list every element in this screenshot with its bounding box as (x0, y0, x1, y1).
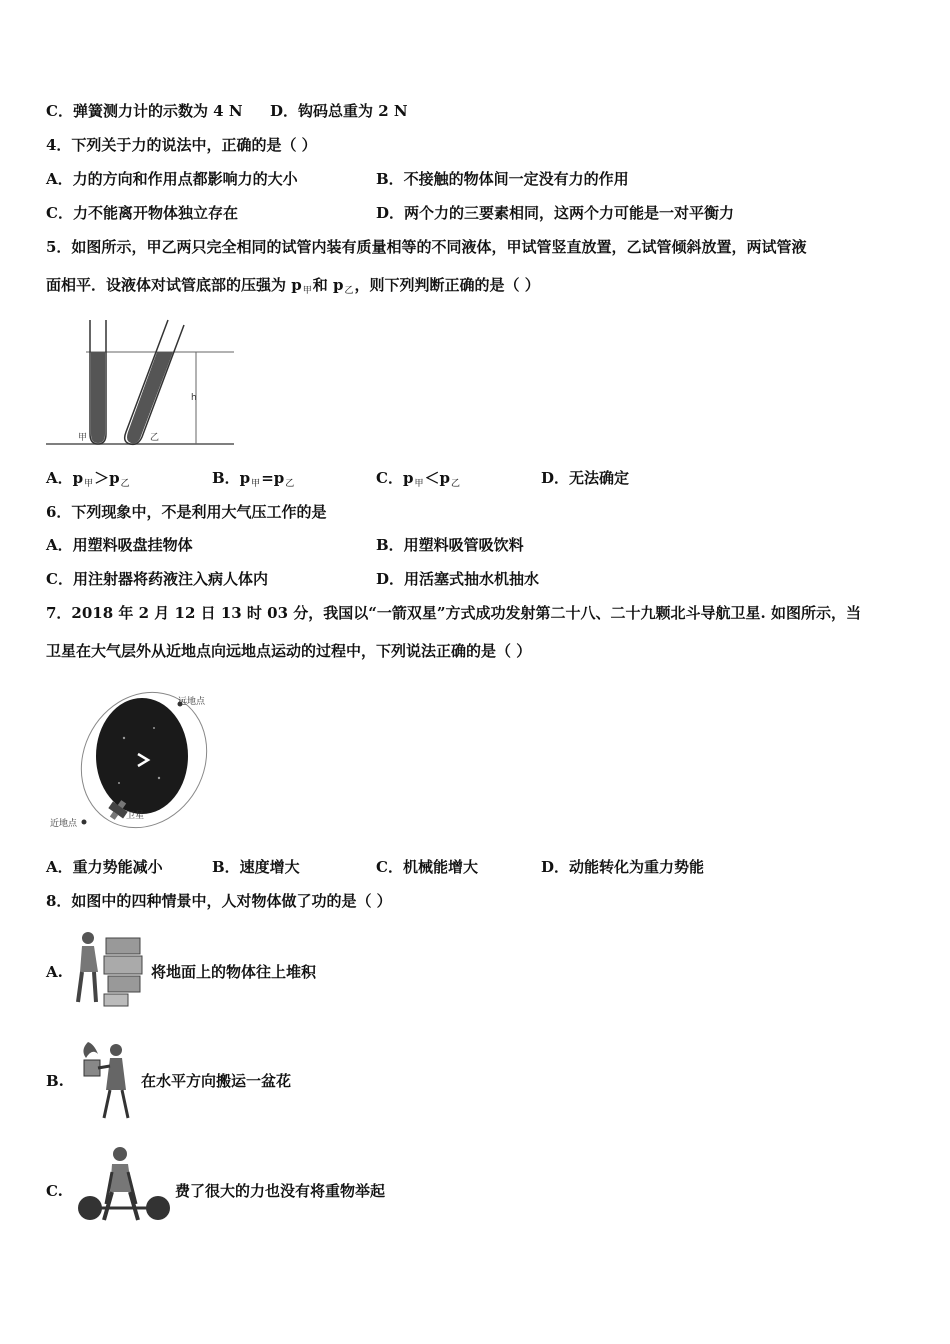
q7-option-b: B．速度增大 (212, 858, 300, 876)
q5-stem-line1: 5．如图所示，甲乙两只完全相同的试管内装有质量相等的不同液体，甲试管竖直放置，乙试管倾斜放置，两试管液 (46, 238, 807, 256)
q5-a-sub1: 甲 (84, 479, 94, 489)
q3-option-c: C．弹簧测力计的示数为 4 N (46, 102, 243, 120)
q5-c-pre: C．p (376, 469, 414, 487)
q5-stem-pre: 面相平．设液体对试管底部的压强为 p (46, 276, 302, 294)
q5-stem-post: ，则下列判断正确的是（ ） (354, 276, 540, 294)
q8-stem: 8．如图中的四种情景中，人对物体做了功的是（ ） (46, 892, 392, 910)
label-far-point: 远地点 (178, 697, 206, 707)
q7-option-c: C．机械能增大 (376, 858, 478, 876)
q5-b-op: =p (261, 469, 285, 487)
stacking-boxes-illustration (74, 928, 148, 1008)
q5-c-op: ＜p (424, 469, 450, 487)
q5-a-op: ＞p (94, 469, 120, 487)
q8-option-a-label: A. (46, 963, 63, 981)
q6-stem: 6．下列现象中，不是利用大气压工作的是 (46, 503, 327, 521)
q5-c-sub1: 甲 (414, 479, 424, 489)
q8-option-c-text: 费了很大的力也没有将重物举起 (175, 1182, 386, 1200)
fig-label-yi: 乙 (150, 433, 160, 443)
q5-option-a (46, 468, 131, 491)
q4-stem: 4．下列关于力的说法中，正确的是（ ） (46, 136, 317, 154)
q8-option-b-text: 在水平方向搬运一盆花 (141, 1072, 292, 1090)
q3-option-d: D．钩码总重为 2 N (270, 102, 408, 120)
q5-option-d: D．无法确定 (541, 469, 630, 487)
fig-label-h: h (191, 393, 197, 403)
q8-option-c-label: C. (46, 1182, 63, 1200)
q4-option-d: D．两个力的三要素相同，这两个力可能是一对平衡力 (376, 204, 735, 222)
carrying-flowerpot-illustration (76, 1040, 136, 1122)
q6-option-c: C．用注射器将药液注入病人体内 (46, 570, 268, 588)
q5-a-sub2: 乙 (120, 479, 130, 489)
q5-stem-mid: 和 p (312, 276, 344, 294)
lifting-barbell-illustration (76, 1144, 172, 1230)
q7-stem-line1: 7．2018 年 2 月 12 日 13 时 03 分，我国以“一箭双星”方式成功发射第二十八、二十九颗北斗导航卫星. 如图所示，当 (46, 604, 861, 622)
q5-c-sub2: 乙 (450, 479, 460, 489)
q6-option-b: B．用塑料吸管吸饮料 (376, 536, 524, 554)
fig-label-jia: 甲 (78, 433, 88, 443)
q6-option-a: A．用塑料吸盘挂物体 (46, 536, 193, 554)
q4-option-a: A．力的方向和作用点都影响力的大小 (46, 170, 298, 188)
q8-option-b-label: B. (46, 1072, 64, 1090)
q5-option-c (376, 468, 461, 491)
test-tube-figure (44, 316, 236, 450)
q5-stem-line2 (46, 275, 540, 298)
q8-option-a-text: 将地面上的物体往上堆积 (151, 963, 317, 981)
q5-a-pre: A．p (46, 469, 84, 487)
q7-option-a: A．重力势能减小 (46, 858, 163, 876)
q4-option-c: C．力不能离开物体独立存在 (46, 204, 238, 222)
q5-sub-jia: 甲 (302, 286, 312, 296)
q4-option-b: B．不接触的物体间一定没有力的作用 (376, 170, 629, 188)
q5-b-sub2: 乙 (285, 479, 295, 489)
q5-option-b (212, 468, 295, 491)
q7-option-d: D．动能转化为重力势能 (541, 858, 705, 876)
q5-sub-yi: 乙 (344, 286, 354, 296)
near-point-dot (82, 820, 87, 825)
q6-option-d: D．用活塞式抽水机抽水 (376, 570, 540, 588)
satellite-orbit-figure (44, 688, 216, 834)
q7-stem-line2: 卫星在大气层外从近地点向远地点运动的过程中，下列说法正确的是（ ） (46, 642, 532, 660)
q5-b-sub1: 甲 (251, 479, 261, 489)
label-satellite: 卫星 (126, 811, 145, 821)
q5-b-pre: B．p (212, 469, 251, 487)
label-near-point: 近地点 (50, 819, 78, 829)
